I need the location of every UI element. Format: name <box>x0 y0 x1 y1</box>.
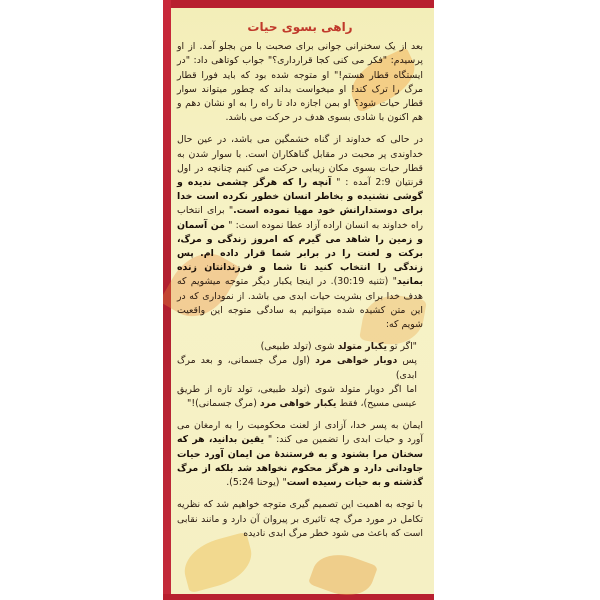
paragraph-text: (اول مرگ جسمانی، و بعد مرگ ابدی) <box>177 355 417 381</box>
paragraph <box>177 498 423 541</box>
paragraph <box>177 419 423 490</box>
paragraph <box>177 40 423 125</box>
paragraph-text: شوی (تولد طبیعی) <box>260 341 338 353</box>
article-body <box>177 20 423 549</box>
paragraph-text: " برای انتخاب راه خداوند به انسان اراده آزاد عطا نموده است: " <box>177 205 423 231</box>
paragraph-text: پس <box>397 355 417 367</box>
paragraph-text: بعد از یک سخنرانی جوانی برای صحبت با من بجلو آمد. از او پرسیدم: "فکر می کنی کجا قرارداری؟" جواب کوتاهی داد: "در ایستگاه قطار هستم!" او متوجه شده بود که باید فورا قطار مرگ را ترک کند! او میخواست بداند که چطور میتواند سوار قطار حیات شود؟ او بمن اجازه داد تا راه را به او نشان دهم و هم اکنون با شادی بسوی هدف در حرکت می باشد. <box>177 41 423 124</box>
bold-scripture-text: یقین بدانید، هر که سخنان مرا بشنود و به فرستندهٔ من ایمان آورد حیات جاودانی دارد و هرگز محکوم نخواهد شد بلکه از مرگ گذشته و به حیات رسیده است <box>177 434 423 489</box>
autumn-leaf-decoration <box>308 546 378 600</box>
bold-scripture-text: آنچه را که هرگز چشمی ندیده و گوشی نشنیده و بخاطر انسان خطور نکرده است خدا برای دوستدارانش خود مهیا نموده است. <box>177 177 423 217</box>
paragraphs-before <box>177 40 423 332</box>
verse-list <box>177 340 423 411</box>
bold-scripture-text: دوبار خواهی مرد <box>315 355 398 367</box>
bold-scripture-text: یکبار خواهی مرد <box>259 398 337 410</box>
paragraph-text: "اگر تو <box>387 341 417 353</box>
paragraphs-after <box>177 419 423 541</box>
paragraph-text: با توجه به اهمیت این تصمیم گیری متوجه خواهیم شد که نظریه تکامل در مورد مرگ چه تاثیری بر پیروان آن دارد و مانند نقابی است که باعث می شود خطر مرگ ابدی نادیده <box>177 499 423 539</box>
article-title: راهی بسوی حیات <box>247 20 353 34</box>
verse-line <box>177 340 417 354</box>
top-border <box>163 0 434 8</box>
bold-scripture-text: من آسمان و زمین را شاهد می گیرم که امروز زندگی و مرگ، برکت و لعنت را در برابر شما قرار داده ام. پس زندگی را انتخاب کنید تا شما و فرزندانتان زنده بمانید <box>177 219 423 288</box>
brochure-panel <box>163 0 434 600</box>
paragraph-text: " (تثنیه 30:19). در اینجا یکبار دیگر متوجه میشویم که هدف خدا برای بشریت حیات ابدی می باشد. از نموداری که در این متن کشیده شده میتوانیم به سادگی متوجه این واقعیت شویم که: <box>177 276 423 331</box>
verse-line <box>177 354 417 382</box>
paragraph-text: در حالی که خداوند از گناه خشمگین می باشد، در عین حال خداوندی پر محبت در مقابل گناهکاران است. با سوار شدن به قطار حیات بسوی مکان زیبایی حرکت می کنیم چنانچه در اول قرنتیان 2:9 آمده : " <box>177 134 423 189</box>
paragraph-text: " (یوحنا 5:24). <box>226 477 287 489</box>
paragraph-text: ایمان به پسر خدا، آزادی از لعنت محکومیت را به ارمغان می آورد و حیات ابدی را تضمین می کند: " <box>177 420 423 446</box>
paragraph <box>177 133 423 332</box>
bold-scripture-text: یکبار متولد <box>337 341 388 353</box>
bottom-border <box>163 594 434 600</box>
paragraph-text: (مرگ جسمانی)!" <box>187 398 260 410</box>
paragraph-text: اما اگر دوبار متولد شوی (تولد طبیعی، تولد تازه از طریق عیسی مسیح)، فقط <box>177 383 417 410</box>
verse-line <box>177 383 417 411</box>
